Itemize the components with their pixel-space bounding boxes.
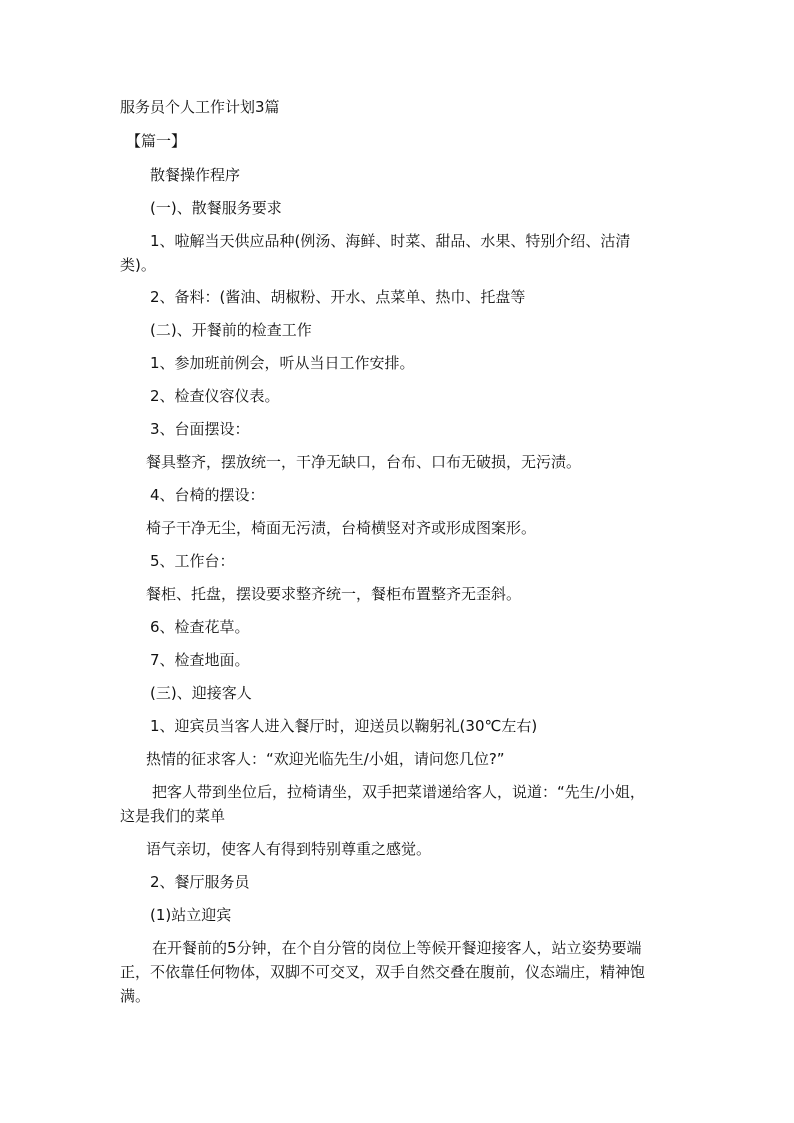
paragraph-line: 椅子干净无尘，椅面无污渍，台椅横竖对齐或形成图案形。 xyxy=(146,519,537,537)
paragraph-line: 4、台椅的摆设： xyxy=(150,486,265,504)
paragraph-line: (三)、迎接客人 xyxy=(150,684,252,702)
paragraph-line: 5、工作台： xyxy=(150,552,235,570)
paragraph-line: 满。 xyxy=(120,987,151,1005)
paragraph-line: 散餐操作程序 xyxy=(150,166,241,184)
paragraph-line: 1、迎宾员当客人进入餐厅时，迎送员以鞠躬礼(30℃左右) xyxy=(150,717,538,735)
paragraph-line: 7、检查地面。 xyxy=(150,651,250,669)
paragraph-line: (1)站立迎宾 xyxy=(150,906,232,924)
paragraph-line: 2、检查仪容仪表。 xyxy=(150,387,280,405)
paragraph-line: 类)。 xyxy=(120,256,156,274)
paragraph-line: 餐柜、托盘，摆设要求整齐统一，餐柜布置整齐无歪斜。 xyxy=(146,585,522,603)
section-heading: 【篇一】 xyxy=(126,132,187,150)
paragraph-line: 在开餐前的5分钟，在个自分管的岗位上等候开餐迎接客人，站立姿势要端 xyxy=(152,939,642,957)
paragraph-line: 把客人带到坐位后，拉椅请坐，双手把菜谱递给客人，说道：“先生/小姐， xyxy=(152,783,645,801)
paragraph-line: 这是我们的菜单 xyxy=(120,807,226,825)
paragraph-line: 2、备料：(酱油、胡椒粉、开水、点菜单、热巾、托盘等 xyxy=(150,288,526,306)
paragraph-line: (二)、开餐前的检查工作 xyxy=(150,321,312,339)
paragraph-line: 1、参加班前例会，听从当日工作安排。 xyxy=(150,354,415,372)
paragraph-line: 语气亲切，使客人有得到特别尊重之感觉。 xyxy=(146,840,432,858)
paragraph-line: (一)、散餐服务要求 xyxy=(150,199,282,217)
paragraph-line: 1、啦解当天供应品种(例汤、海鲜、时菜、甜品、水果、特别介绍、沽清 xyxy=(150,232,631,250)
document-title: 服务员个人工作计划3篇 xyxy=(120,98,280,116)
paragraph-line: 热情的征求客人：“欢迎光临先生/小姐，请问您几位?” xyxy=(146,750,505,768)
paragraph-line: 3、台面摆设： xyxy=(150,420,250,438)
paragraph-line: 6、检查花草。 xyxy=(150,618,250,636)
paragraph-line: 2、餐厅服务员 xyxy=(150,873,250,891)
paragraph-line: 餐具整齐，摆放统一，干净无缺口，台布、口布无破损，无污渍。 xyxy=(146,453,582,471)
paragraph-line: 正，不依靠任何物体，双脚不可交叉，双手自然交叠在腹前，仪态端庄，精神饱 xyxy=(120,963,646,981)
